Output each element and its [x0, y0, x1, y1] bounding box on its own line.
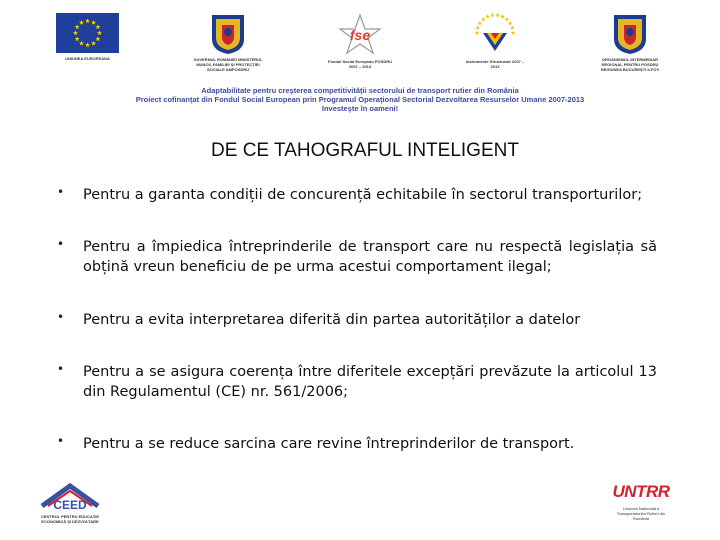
- instrumente-star-icon: [481, 17, 486, 21]
- romania-coat-of-arms-icon: [598, 13, 662, 55]
- untrr-label: UNTRR: [612, 482, 670, 501]
- oir-posdru-logo: [598, 13, 662, 75]
- bullet-marker: •: [57, 362, 65, 376]
- bullet-text: Pentru a se asigura coerența între diferitele excepțări prevăzute la articolul 13 din Regulamentul (CE) nr. 561/2006;: [83, 364, 657, 400]
- instrumente-star-icon: [510, 26, 515, 30]
- instrumente-star-icon: [475, 31, 480, 35]
- eu-logo: [56, 13, 119, 59]
- romania-coat-of-arms-icon: [196, 13, 260, 55]
- eu-flag-icon: [56, 13, 119, 53]
- fse-label: fse: [349, 27, 371, 43]
- project-banner: [95, 86, 625, 113]
- instrumente-star-icon: [485, 14, 490, 18]
- bullet-text: Pentru a se reduce sarcina care revine întreprinderilor de transport.: [83, 436, 575, 452]
- instrumente-star-icon: [511, 31, 516, 35]
- banner-line-3: Investeşte în oameni!: [321, 104, 399, 113]
- instrumente-star-icon: [478, 21, 483, 25]
- page-title: DE CE TAHOGRAFUL INTELIGENT: [211, 140, 519, 161]
- fse-logo: [328, 13, 393, 73]
- bullet-marker: •: [57, 310, 65, 324]
- untrr-caption: Uniunea Națională a Transportatorilor Rutieri din România: [616, 506, 666, 521]
- bullet-marker: •: [57, 434, 65, 448]
- banner-line-1: Adaptabilitate pentru creşterea competitivităţii sectorului de transport rutier din România: [201, 86, 519, 95]
- bullet-marker: •: [57, 237, 65, 251]
- instrumente-caption: Instrumente Structurale 2007 – 2013: [465, 59, 525, 69]
- fse-caption: Fondul Social European POSDRU 2007 – 2013: [328, 59, 393, 69]
- ceed-caption: CENTRUL PENTRU EDUCAȚIE ECONOMICĂ ȘI DEZVOLTARE: [40, 514, 100, 524]
- untrr-logo: [610, 482, 672, 528]
- instrumente-star-icon: [508, 21, 513, 25]
- eu-caption: UNIUNEA EUROPEANA: [65, 56, 110, 61]
- ministry-caption: GUVERNUL ROMÂNIEI MINISTERUL MUNCII, FAMILIEI ȘI PROTECȚIEI SOCIALE AMPOSDRU: [193, 57, 263, 72]
- ceed-label: CEED: [53, 498, 87, 512]
- bullet-text: Pentru a evita interpretarea diferită din partea autorităților a datelor: [83, 312, 581, 328]
- bullet-text: Pentru a împiedica întreprinderile de transport care nu respectă legislația să obțină vreun beneficiu de pe urma acestui comportament ilegal;: [83, 239, 657, 275]
- instrumente-star-icon: [505, 17, 510, 21]
- bullet-marker: •: [57, 185, 65, 199]
- instrumente-star-icon: [495, 13, 500, 17]
- instrumente-structurale-logo: [465, 11, 525, 73]
- instrumente-star-icon: [475, 26, 480, 30]
- instrumente-structurale-icon: [465, 11, 525, 57]
- oir-posdru-caption: ORGANISMUL INTERMEDIAR REGIONAL PENTRU POSDRU REGIUNEA BUCUREȘTI ILFOV: [600, 57, 660, 72]
- bullet-text: Pentru a garanta condiții de concurență echitabile în sectorul transporturilor;: [83, 187, 643, 203]
- banner-line-2: Proiect cofinanţat din Fondul Social European prin Programul Operaţional Sectorial Dezvoltarea Resurselor Umane 2007-2013: [135, 95, 585, 104]
- ceed-logo: [38, 480, 102, 528]
- instrumente-star-icon: [500, 14, 505, 18]
- instrumente-star-icon: [490, 13, 495, 17]
- ministry-logo: [193, 13, 263, 75]
